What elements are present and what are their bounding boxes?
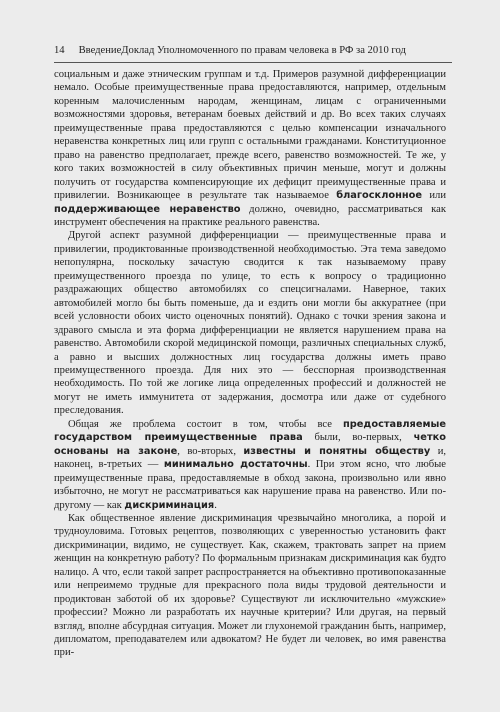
bold-term-minimally-sufficient: минимально достаточны [163,459,308,471]
paragraph-1 [54,68,446,229]
text-run: . [214,499,217,511]
paragraph-2: Другой аспект разумной дифференциации — преимущественные права и привилегии, продиктованные производственной необходимостью. Эта тема заведомо непопулярна, поскольку зачастую сводится к так называемому праву преимущественного проезда по улице, то есть к вопросу о традиционно раздражающих общество автомобилях со спецсигналами. Наверное, таких автомобилей могло бы быть поменьше, да и ездить они могли бы аккуратнее (при всей условности обоих чисто оценочных понятий). Однако с точки зрения закона и здравого смысла и эта форма дифференциации не является нарушением права на равенство. Автомобили скорой медицинской помощи, различных специальных служб, а равно и высших должностных лиц государства должны иметь право преимущественного проезда. Для них это — бесспорная производственная необходимость. По той же логике лица определенных профессий и должностей не могут не иметь иммунитета от задержания, досмотра или даже от судебного преследования. [54,230,446,417]
paragraph-4: Как общественное явление дискриминация чрезвычайно многолика, а порой и трудноуловима. Готовых рецептов, позволяющих с уверенностью установить факт дискриминации, видимо, не существует. Как, скажем, трактовать запрет на прием женщин на конкретную работу? По формальным признакам дискриминация как будто налицо. А что, если такой запрет распространяется на объективно противопоказанные или непреимемо трудные для прекрасного пола виды трудовой деятельности и продиктован заботой об их здоровье? Существуют ли исключительно «мужские» профессии? Можно ли разработать их научные критерии? Или другая, на первый взгляд, вполне абсурдная ситуация. Может ли глухонемой гражданин быть, например, дипломатом, преподавателем или адвокатом? Не будет ли человек, во имя равенства при- [54,512,446,659]
header-rule [54,62,452,63]
text-run: и, наконец, в-третьих — [54,445,447,471]
text-run: социальным и даже этническим группам и т.д. Примеров разумной дифференциации немало. Особые преимущественные права предоставляются, например, отдельным коренным малочисленным народам, женщинам, лицам с ограниченными возможностями здоровья, ветеранам боевых действий и др. Во всех таких случаях преимущественные права предоставляются с целью компенсации изначального неравенства конкретных лиц или групп с остальными гражданами. Конституционное право на равенство предполагает, прежде всего, равенство возможностей. Те же, у кого таких возможностей в силу объективных причин меньше, могут и должны получить от государства компенсирующие их дефицит преимущественные права и привилегии. Возникающее в результате так называемое [54,69,446,202]
bold-term-based-on-law: четко основаны на законе [54,432,447,457]
running-title: ВведениеДоклад Уполномоченного по правам человека в РФ за 2010 год [78,45,406,56]
text-run: Общая же проблема состоит в том, чтобы все [68,418,343,430]
bold-term-discrimination: дискриминация [124,499,215,511]
running-header [54,44,452,58]
text-run: были, во-первых, [302,432,414,444]
bold-term-state-rights: предоставляемые государством преимущественные права [54,418,446,444]
bold-term-favorable: благосклонное [336,190,423,202]
text-run: . При этом ясно, что любые преимущественные права, предоставляемые в обход закона, произвольно или явно избыточно, не могут не рассматриваться как нарушение права на равенство. Или по-другому — как [54,459,446,511]
text-run: или [422,190,446,202]
body-text [54,68,446,660]
bold-term-known-to-society: известны и понятны обществу [243,445,431,457]
page-number: 14 [54,45,65,56]
bold-term-supporting-inequality: поддерживающее неравенство [54,203,241,215]
text-run: , во-вторых, [177,445,244,457]
paragraph-3 [54,418,446,512]
text-run: должно, очевидно, рассматриваться как инструмент обеспечения на практике реального равенства. [54,203,446,228]
